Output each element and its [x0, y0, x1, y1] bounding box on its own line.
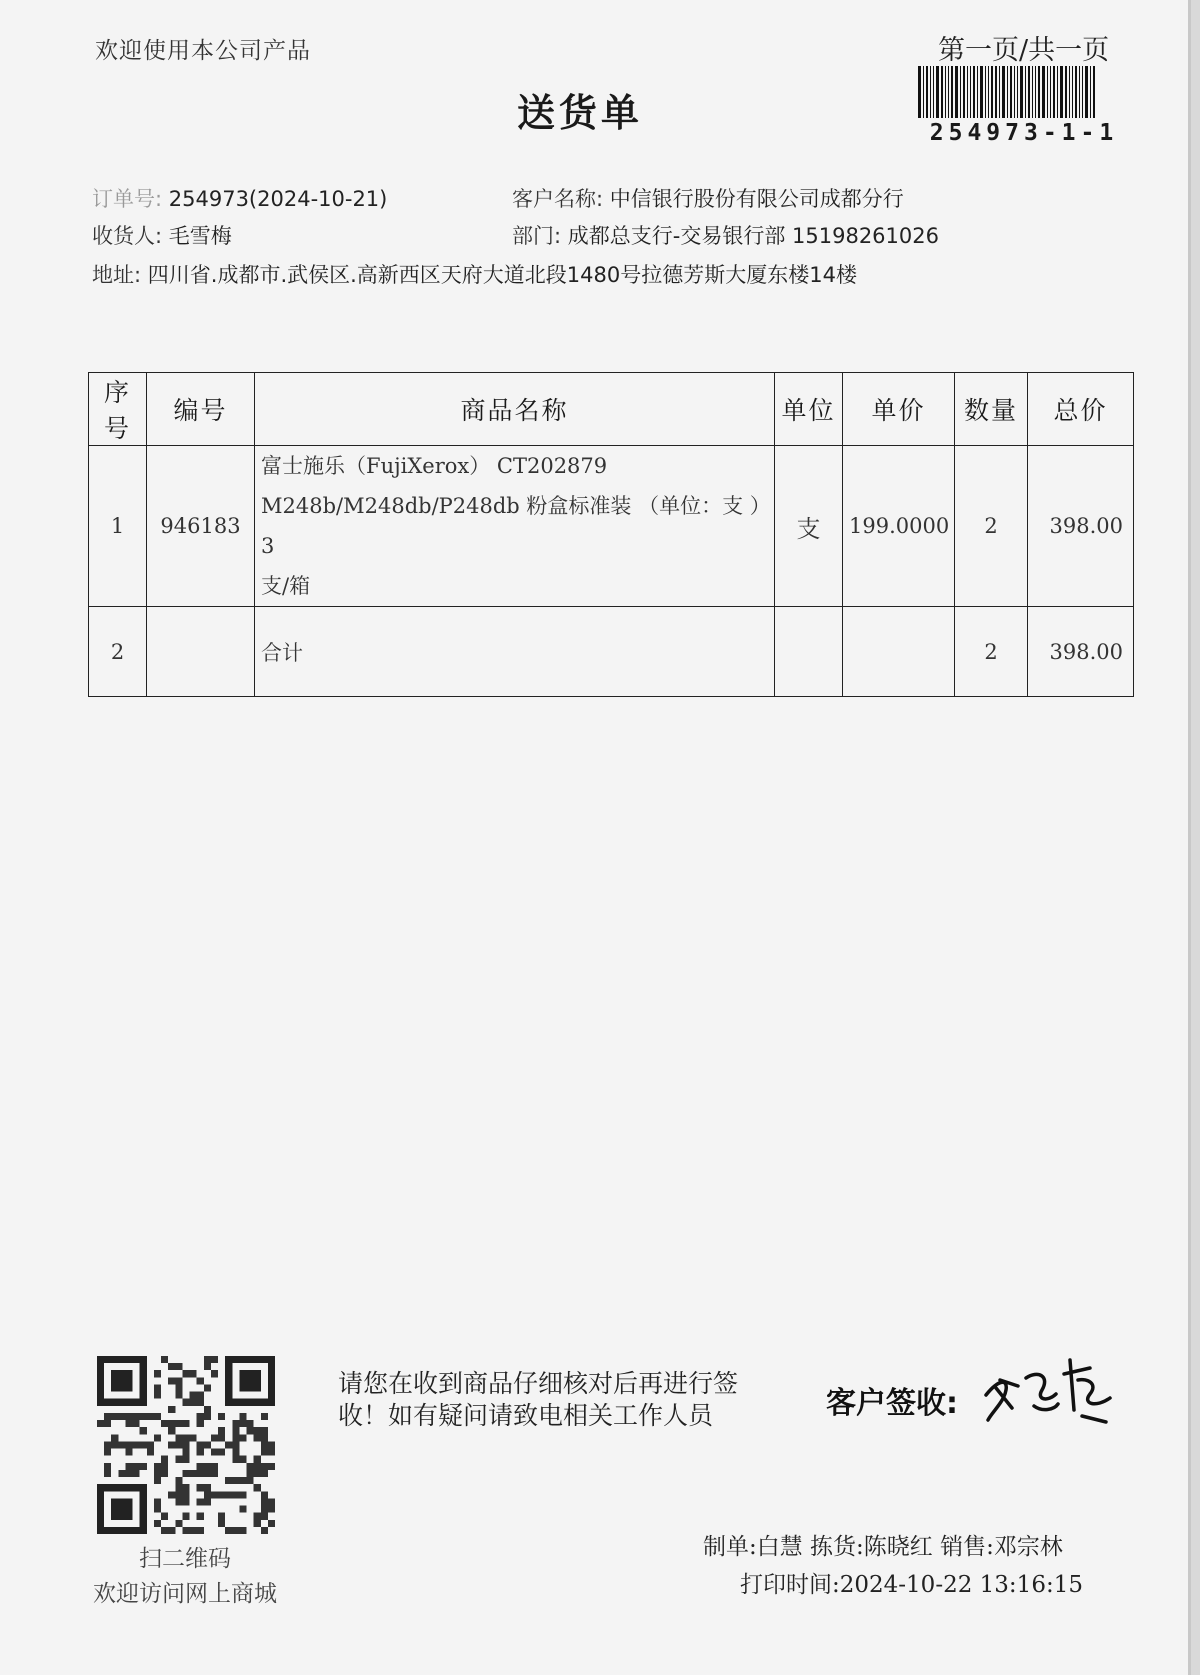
staff-line: 制单:白慧 拣货:陈晓红 销售:邓宗林: [703, 1534, 1063, 1560]
address-value: 四川省.成都市.武侯区.高新西区天府大道北段1480号拉德芳斯大厦东楼14楼: [147, 263, 857, 287]
table-row-total: [89, 607, 1134, 697]
cell-seq: 1: [89, 446, 147, 607]
receiver: [92, 220, 232, 250]
page-info: 第一页/共一页: [938, 35, 1110, 66]
address-label: 地址:: [92, 263, 142, 287]
cell-price: [843, 607, 955, 697]
col-header-code: 编号: [147, 373, 255, 446]
cell-unit: [775, 607, 843, 697]
col-header-name: 商品名称: [255, 373, 775, 446]
cell-unit: 支: [775, 446, 843, 607]
department-label: 部门:: [512, 224, 562, 248]
cell-code: [147, 607, 255, 697]
cell-product-name: 合计: [255, 607, 775, 697]
customer-name-label: 客户名称:: [512, 187, 604, 211]
cell-code: 946183: [147, 446, 255, 607]
department: [512, 220, 939, 250]
qr-caption-scan: 扫二维码: [139, 1546, 231, 1572]
cell-seq: 2: [89, 607, 147, 697]
product-name-line: 支/箱: [261, 574, 311, 598]
customer-name: [512, 183, 904, 213]
address: [92, 259, 857, 289]
qr-caption-mall: 欢迎访问网上商城: [93, 1581, 277, 1607]
notice-text: 请您在收到商品仔细核对后再进行签收！如有疑问请致电相关工作人员: [338, 1369, 739, 1430]
welcome-text: 欢迎使用本公司产品: [95, 38, 311, 64]
cell-total: 398.00: [1028, 446, 1134, 607]
barcode-icon: [918, 66, 1130, 118]
product-name-line: M248b/M248db/P248db 粉盒标准装 （单位：支 ）3: [261, 494, 761, 558]
cell-price: 199.0000: [843, 446, 955, 607]
department-value: 成都总支行-交易银行部 15198261026: [567, 224, 939, 248]
table-header-row: [89, 373, 1134, 446]
col-header-unit: 单位: [775, 373, 843, 446]
customer-sign-label: 客户签收:: [826, 1386, 958, 1421]
col-header-qty: 数量: [955, 373, 1028, 446]
customer-name-value: 中信银行股份有限公司成都分行: [609, 187, 904, 211]
order-number-label: 订单号:: [92, 187, 163, 211]
barcode-number: 254973-1-1: [929, 120, 1119, 146]
receiver-value: 毛雪梅: [168, 224, 232, 248]
cell-product-name: [255, 446, 775, 607]
receiver-label: 收货人:: [92, 224, 163, 248]
product-name-line: 富士施乐（FujiXerox） CT202879: [261, 454, 608, 478]
cell-qty: 2: [955, 446, 1028, 607]
document-title: 送货单: [516, 90, 643, 135]
handwritten-signature-icon: [978, 1350, 1118, 1430]
items-table: [88, 372, 1134, 697]
col-header-price: 单价: [843, 373, 955, 446]
order-number-value: 254973(2024-10-21): [168, 187, 388, 211]
print-time: 打印时间:2024-10-22 13:16:15: [740, 1572, 1083, 1598]
qr-code-icon: [97, 1356, 275, 1534]
cell-total: 398.00: [1028, 607, 1134, 697]
col-header-total: 总价: [1028, 373, 1134, 446]
col-header-seq: 序号: [89, 373, 147, 446]
table-row: [89, 446, 1134, 607]
cell-qty: 2: [955, 607, 1028, 697]
order-number: [92, 183, 387, 213]
